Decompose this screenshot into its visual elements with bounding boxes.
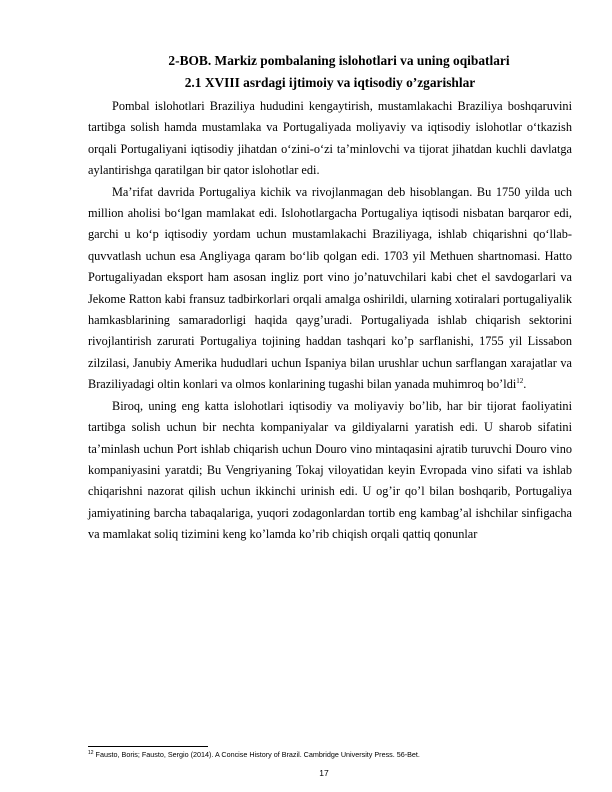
document-page — [88, 50, 572, 546]
paragraph-1 — [88, 96, 572, 182]
paragraph-2-text: Ma’rifat davrida Portugaliya kichik va rivojlanmagan deb hisoblangan. Bu 1750 yilda uch million aholisi bo‘lgan mamlakat edi. Islohotlargacha Portugaliya iqtisodi nisbatan barqaror edi, garchi u ko‘p iqtisodiy yordam uchun mustamlakachi Braziliyaga, ishlab chiqarishni qo‘llab-quvvatlash uchun esa Angliyaga qaram bo‘lib qolgan edi. 1703 yil Methuen shartnomasi. Hatto Portugaliyadan eksport ham asosan ingliz port vino jo’natuvchilari kabi chet el savdogarlari va Jekome Ratton kabi fransuz tadbirkorlari orqali amalga oshirildi, ularning xotiralari portugaliyalik hamkasblarining samaradorligi haqida qayg’uradi. Portugaliyada ishlab chiqarish sektorini rivojlantirish zarurati Portugaliya tojining haddan tashqari ko’p sarflanishi, 1755 yil Lissabon zilzilasi, Janubiy Amerika hududlari uchun Ispaniya bilan urushlar uchun sarflangan xarajatlar va Braziliyadagi oltin konlari va olmos konlarining tugashi bilan yanada muhimroq bo’ldi — [88, 184, 572, 392]
section-title: 2.1 XVIII asrdagi ijtimoiy va iqtisodiy o’zgarishlar — [184, 75, 476, 90]
footnote — [88, 750, 572, 760]
page-number: 17 — [319, 768, 329, 778]
footnote-reference[interactable]: 12 — [516, 377, 524, 386]
paragraph-2-tail: . — [523, 377, 527, 392]
paragraph-1-text: Pombal islohotlari Braziliya hududini kengaytirish, mustamlakachi Braziliya boshqaruvini tartibga solish hamda mustamlaka va Portugaliyada moliyaviy va iqtisodiy islohotlar o‘tkazish orqali Portugaliyani iqtisodiy jihatdan o‘zini-o‘zi ta’minlovchi va tijorat jihatdan kuchli davlatga aylantirishga qaratilgan bir qator islohotlar edi. — [88, 99, 572, 178]
footnote-divider — [88, 746, 208, 747]
paragraph-2 — [88, 182, 572, 396]
paragraph-3-text: Biroq, uning eng katta islohotlari iqtisodiy va moliyaviy bo’lib, har bir tijorat faoliyatini tartibga solish uchun bir nechta kompaniyalar va gildiyalarni yaratish edi. U sharob sifatini ta’minlash uchun Port ishlab chiqarish uchun Douro vino mintaqasini ajratib turuvchi Douro vino kompaniyasini yaratdi; Bu Vengriyaning Tokaj viloyatidan keyin Evropada vino sifati va ishlab chiqarishni nazorat qilish uchun ikkinchi urinish edi. U og’ir qo’l bilan boshqarib, Portugaliya jamiyatining barcha tabaqalariga, yuqori zodagonlardan tortib eng kambag’al ishchilar sinfigacha va mamlakat soliq tizimini keng ko’lamda ko’rib chiqish orqali qattiq qonunlar — [88, 398, 572, 542]
chapter-title: 2-BOB. Markiz pombalaning islohotlari va uning oqibatlari — [168, 53, 510, 68]
body-text — [88, 96, 572, 546]
footnote-text: Fausto, Boris; Fausto, Sergio (2014). A Concise History of Brazil. Cambridge University Press. 56-Bet. — [93, 750, 420, 759]
paragraph-3 — [88, 396, 572, 546]
footnote-number: 12 — [88, 750, 94, 756]
